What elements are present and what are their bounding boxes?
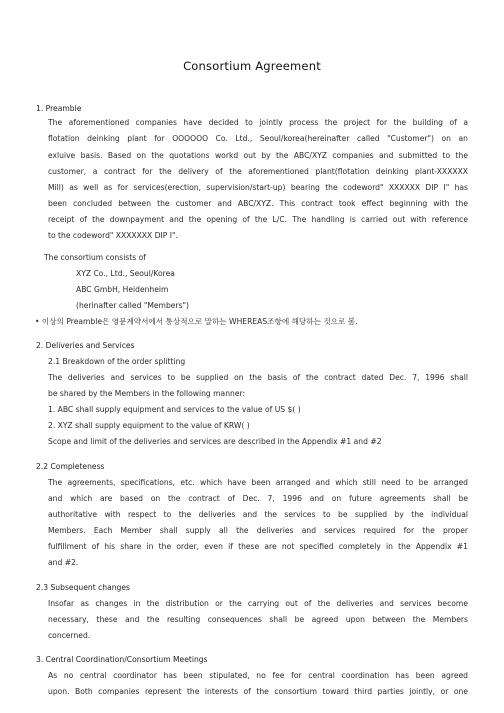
member-item: ABC GmbH, Heidenheim xyxy=(76,285,169,294)
paragraph-line: be shared by the Members in the following manner: xyxy=(48,389,246,398)
member-item: XYZ Co., Ltd., Seoul/Korea xyxy=(76,269,175,278)
paragraph-line: authoritative with respect to the deliveries and the services to be supplied by the individual xyxy=(48,510,468,519)
document-title: Consortium Agreement xyxy=(183,59,321,73)
section-heading-preamble: 1. Preamble xyxy=(36,104,82,113)
paragraph-line: customer, a contract for the delivery of the aforementioned plant(flotation deinking plant-XXXXXX xyxy=(48,167,468,176)
paragraph-line: The deliveries and services to be supplied on the basis of the contract dated Dec. 7, 1996 shall xyxy=(48,373,468,382)
paragraph-line: and which are based on the contract of Dec. 7, 1996 and on future agreements shall be xyxy=(48,494,468,503)
paragraph-line: The agreements, specifications, etc. which have been arranged and which still need to be arranged xyxy=(48,478,468,487)
paragraph-line: The aforementioned companies have decided to jointly process the project for the building of a xyxy=(48,118,468,127)
subsection-heading: 2.1 Breakdown of the order splitting xyxy=(48,357,186,366)
section-heading-subsequent: 2.3 Subsequent changes xyxy=(36,583,130,592)
list-item: 2. XYZ shall supply equipment to the value of KRW( ) xyxy=(48,421,250,430)
paragraph-line: Scope and limit of the deliveries and services are described in the Appendix #1 and #2 xyxy=(48,437,382,446)
consortium-heading: The consortium consists of xyxy=(44,253,146,262)
section-heading-completeness: 2.2 Completeness xyxy=(36,462,105,471)
paragraph-line: and #2. xyxy=(48,558,79,567)
member-item: (herinafter called "Members") xyxy=(76,301,189,310)
paragraph-line: receipt of the downpayment and the opening of the L/C. The handling is carried out with reference xyxy=(48,215,468,224)
korean-note: • 이상의 Preamble은 영문계약서에서 통상적으로 말하는 WHEREAS조항에 해당하는 것으로 봄. xyxy=(35,317,358,326)
paragraph-line: Members. Each Member shall supply all the deliveries and services required for the proper xyxy=(48,526,468,535)
paragraph-line: flotation deinking plant for OOOOOO Co. Ltd., Seoul/korea(hereinafter called "Customer") on an xyxy=(48,134,468,143)
paragraph-line: Insofar as changes in the distribution or the carrying out of the deliveries and services become xyxy=(48,599,468,608)
paragraph-line: necessary, these and the resulting consequences shall be agreed upon between the Members xyxy=(48,615,468,624)
paragraph-line: upon. Both companies represent the interests of the consortium toward third parties jointly, or one xyxy=(48,687,468,696)
section-heading-central: 3. Central Coordination/Consortium Meetings xyxy=(36,655,208,664)
paragraph-line: exluive basis. Based on the quotations workd out by the ABC/XYZ companies and submitted to the xyxy=(48,151,468,160)
paragraph-line: been concluded between the customer and ABC/XYZ. This contract took effect beginning with the xyxy=(48,199,468,208)
list-item: 1. ABC shall supply equipment and services to the value of US $( ) xyxy=(48,405,301,414)
paragraph-line: fulfillment of his share in the order, even if these are not specified completely in the Appendix #1 xyxy=(48,542,468,551)
paragraph-line: to the codeword" XXXXXXX DIP I". xyxy=(48,231,178,240)
paragraph-line: Mill) as well as for services(erection, supervision/start-up) bearing the codeword" XXXXXX DIP I" has xyxy=(48,183,468,192)
paragraph-line: concerned. xyxy=(48,631,91,640)
section-heading-deliveries: 2. Deliveries and Services xyxy=(36,341,135,350)
paragraph-line: As no central coordinator has been stipulated, no fee for central coordination has been agreed xyxy=(48,671,468,680)
